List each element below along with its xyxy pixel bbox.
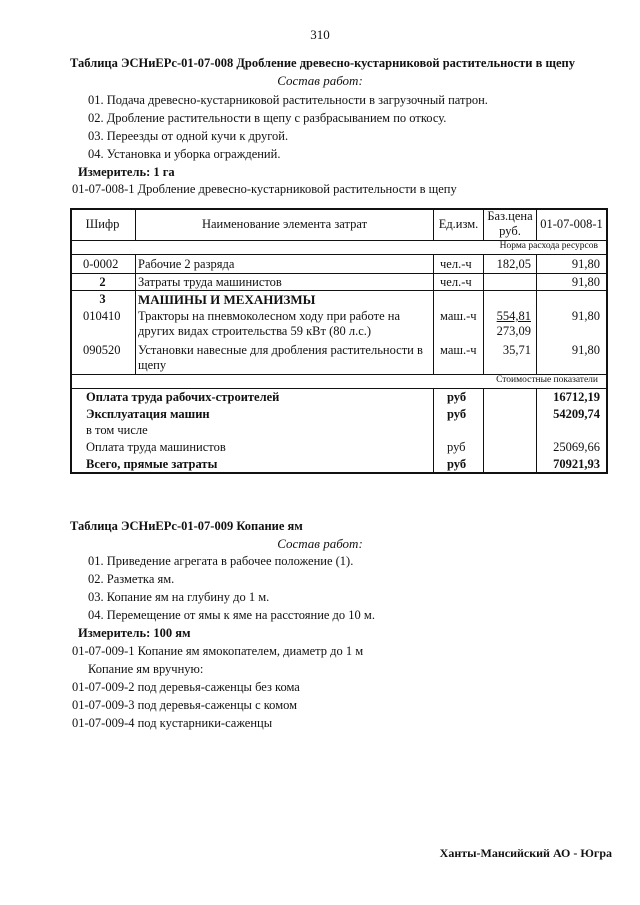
cost-name: Эксплуатация машин bbox=[86, 407, 210, 421]
footer-region: Ханты-Мансийский АО - Югра bbox=[439, 846, 612, 860]
table2-code-line: 01-07-009-3 под деревья-саженцы с комом bbox=[72, 698, 298, 712]
row-unit: маш.-ч bbox=[440, 309, 477, 323]
table1-work-item: 03. Переезды от одной кучи к другой. bbox=[88, 129, 289, 143]
section-heading: МАШИНЫ И МЕХАНИЗМЫ bbox=[138, 292, 316, 307]
header-name: Наименование элемента затрат bbox=[201, 217, 368, 231]
table1-title: Таблица ЭСНиЕРс-01-07-008 Дробление древесно-кустарниковой растительности в щепу bbox=[70, 56, 575, 70]
row-value: 91,80 bbox=[571, 257, 600, 271]
header-column-code: 01-07-008-1 bbox=[540, 217, 603, 231]
row-name: Рабочие 2 разряда bbox=[138, 257, 235, 271]
row-name: Установки навесные для дробления растительности в bbox=[138, 343, 423, 357]
row-price: 182,05 bbox=[496, 257, 531, 271]
table2-work-item: 03. Копание ям на глубину до 1 м. bbox=[88, 590, 270, 604]
row-name: Тракторы на пневмоколесном ходу при работе на bbox=[138, 309, 400, 323]
table1-work-item: 04. Установка и уборка ограждений. bbox=[88, 147, 281, 161]
table2-work-header: Состав работ: bbox=[277, 536, 363, 551]
cost-value: 54209,74 bbox=[553, 407, 600, 421]
table2-subheading: Копание ям вручную: bbox=[88, 662, 204, 676]
row-price-secondary: 273,09 bbox=[496, 324, 531, 338]
cost-name: в том числе bbox=[86, 423, 148, 437]
row-name-continued: других видах строительства 59 кВт (80 л.с.) bbox=[138, 324, 372, 338]
table2-work-item: 01. Приведение агрегата в рабочее положение (1). bbox=[88, 554, 354, 568]
norm-header: Норма расхода ресурсов bbox=[499, 241, 598, 251]
cost-unit: руб bbox=[447, 407, 467, 421]
cost-value: 70921,93 bbox=[553, 457, 600, 471]
cost-name: Оплата труда рабочих-строителей bbox=[86, 390, 280, 404]
row-value: 91,80 bbox=[571, 309, 600, 323]
row-price: 35,71 bbox=[502, 343, 531, 357]
header-unit: Ед.изм. bbox=[438, 217, 479, 231]
table2-code-line: 01-07-009-1 Копание ям ямокопателем, диаметр до 1 м bbox=[72, 644, 364, 658]
row-code: 0-0002 bbox=[83, 257, 119, 271]
header-price-unit: руб. bbox=[499, 224, 521, 238]
row-unit: чел.-ч bbox=[440, 257, 472, 271]
table2-title: Таблица ЭСНиЕРс-01-07-009 Копание ям bbox=[70, 519, 303, 533]
table1-meter: Измеритель: 1 га bbox=[78, 165, 175, 179]
cost-header: Стоимостные показатели bbox=[496, 375, 598, 385]
row-unit: маш.-ч bbox=[440, 343, 477, 357]
table2-work-item: 04. Перемещение от ямы к яме на расстояние до 10 м. bbox=[88, 608, 375, 622]
table1-code-line: 01-07-008-1 Дробление древесно-кустарниковой растительности в щепу bbox=[72, 182, 457, 196]
table1-work-item: 02. Дробление растительности в щепу с разбрасыванием по откосу. bbox=[88, 111, 447, 125]
table1-work-header: Состав работ: bbox=[277, 73, 363, 88]
row-name: Затраты труда машинистов bbox=[138, 275, 282, 289]
row-code: 2 bbox=[99, 275, 106, 289]
row-code: 090520 bbox=[83, 343, 121, 357]
cost-unit: руб bbox=[447, 457, 467, 471]
row-code: 010410 bbox=[83, 309, 121, 323]
resource-table bbox=[70, 208, 608, 473]
row-unit: чел.-ч bbox=[440, 275, 472, 289]
header-price: Баз.цена bbox=[487, 209, 533, 223]
cost-value: 25069,66 bbox=[553, 440, 600, 454]
row-value: 91,80 bbox=[571, 275, 600, 289]
table2-meter: Измеритель: 100 ям bbox=[78, 626, 191, 640]
row-value: 91,80 bbox=[571, 343, 600, 357]
cost-value: 16712,19 bbox=[553, 390, 600, 404]
page-number: 310 bbox=[310, 27, 330, 42]
cost-name: Всего, прямые затраты bbox=[86, 457, 218, 471]
header-code: Шифр bbox=[85, 217, 120, 231]
table2-work-item: 02. Разметка ям. bbox=[88, 572, 175, 586]
table2-code-line: 01-07-009-2 под деревья-саженцы без кома bbox=[72, 680, 300, 694]
cost-unit: руб bbox=[447, 390, 467, 404]
row-code: 3 bbox=[99, 292, 106, 306]
cost-name: Оплата труда машинистов bbox=[86, 440, 226, 454]
table2-code-line: 01-07-009-4 под кустарники-саженцы bbox=[72, 716, 273, 730]
row-price: 554,81 bbox=[496, 309, 531, 323]
cost-unit: руб bbox=[447, 440, 466, 454]
row-name-continued: щепу bbox=[138, 358, 167, 372]
table1-work-item: 01. Подача древесно-кустарниковой растительности в загрузочный патрон. bbox=[88, 93, 488, 107]
